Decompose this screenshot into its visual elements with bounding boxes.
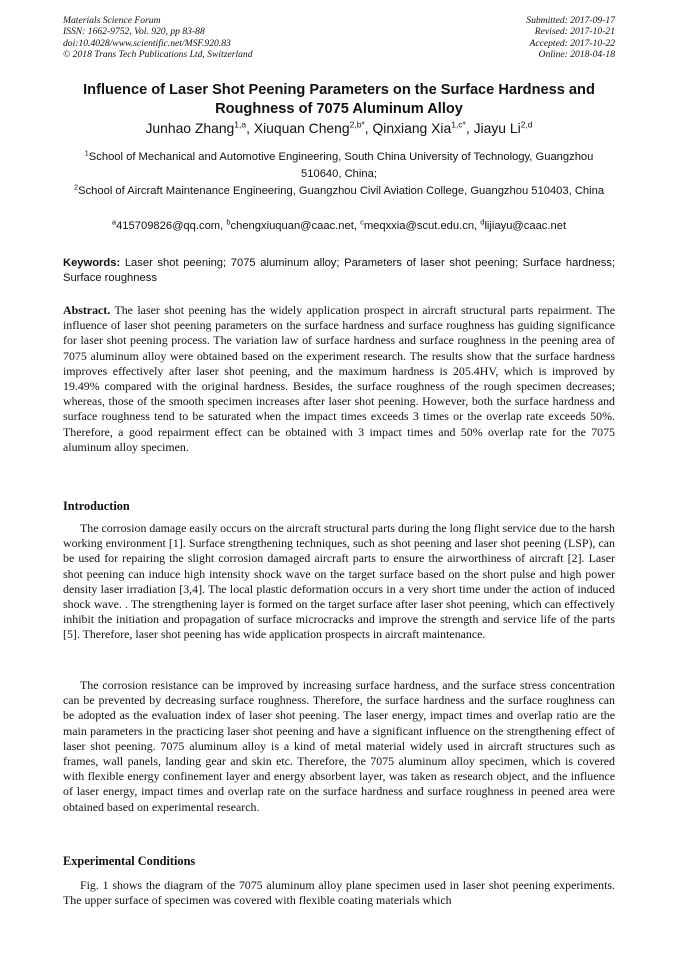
paper-title: Influence of Laser Shot Peening Parameters on the Surface Hardness and Roughness of 7075 Aluminum Alloy: [83, 82, 595, 117]
publication-dates: [526, 15, 615, 61]
journal-copyright: © 2018 Trans Tech Publications Ltd, Switzerland: [63, 49, 253, 61]
email-superscript: a: [111, 217, 117, 227]
journal-doi: doi:10.4028/www.scientific.net/MSF.920.83: [63, 37, 231, 49]
journal-issn: ISSN: 1662-9752, Vol. 920, pp 83-88: [63, 26, 205, 38]
email-superscript: c: [360, 217, 364, 227]
keywords-label: Keywords:: [63, 257, 121, 269]
affiliation-2: [63, 183, 615, 200]
section-heading-experimental: Experimental Conditions: [63, 854, 196, 868]
affiliation-superscript: 1: [84, 148, 89, 158]
author-superscript: 2,d: [520, 119, 533, 130]
email-address[interactable]: 415709826@qq.com: [116, 220, 221, 232]
introduction-paragraph-1: The corrosion damage easily occurs on the aircraft structural parts during the long flight service due to the harsh working environment [1]. Surface strengthening techniques, such as shot peening and laser shot peening (LSP), can be used for repairing the slight corrosion damaged aircraft parts to ensure the airworthiness of aircraft [2]. Laser shot peening can induce high intensity shock wave on the target surface based on the short pulse and high power density laser irradiation [3,4]. The local plastic deformation occurs in a very short time under the action of induced shock wave. . The strengthening layer is formed on the target surface after laser shot peening, which can effectively inhibit the initiation and propagation of surface microcracks and improve the strength and service life of the parts [5]. Therefore, laser shot peening has wide application prospects in aircraft maintenance.: [63, 521, 615, 642]
date-online: Online: 2018-04-18: [538, 49, 615, 61]
email-superscript: d: [480, 217, 485, 227]
email-address[interactable]: meqxxia@scut.edu.cn: [363, 220, 475, 232]
author-name: Jiayu Li: [473, 120, 521, 136]
affiliation-superscript: 2: [73, 182, 79, 192]
affiliation-text: School of Aircraft Maintenance Engineering, Guangzhou Civil Aviation College, Guangzhou 510403, China: [78, 185, 605, 197]
author-superscript: 1,a: [234, 119, 247, 130]
affiliation-text: School of Mechanical and Automotive Engineering, South China University of Technology, Guangzhou 510640, China;: [88, 151, 594, 180]
abstract-text: The laser shot peening has the widely application prospect in aircraft structural parts repairment. The influence of laser shot peening parameters on the surface hardness and surface roughness has guiding significance for laser shot peening process. The variation law of surface hardness and surface roughness in the peening area of 7075 aluminum alloy were obtained based on the experiment research. The results show that the surface hardness improves effectively after laser shot peening, and the maximum hardness is 205.4HV, which is improved by 19.49% compared with the original hardness. Besides, the surface roughness of the rough specimen decreases; whereas, those of the smooth specimen increases after laser shot peening. However, both the surface hardness and surface roughness tend to be saturated when the impact times exceeds 3 times or the overlap rate exceeds 50%. Therefore, a good repairment effect can be obtained with 3 impact times and 50% overlap rate for the 7075 aluminum alloy specimen.: [63, 303, 615, 454]
email-superscript: b: [226, 217, 231, 227]
section-heading-introduction: Introduction: [63, 499, 130, 513]
author-superscript: 2,b*: [349, 119, 365, 130]
author-list: Junhao Zhang$^{1,a}$, Xiuquan Cheng$^{2,b*}$, Qinxiang Xia$^{1,c*}$, Jiayu Li$^{2,d}$: [145, 119, 533, 136]
abstract-label: Abstract.: [63, 303, 111, 317]
author-emails: $^a$415709826@qq.com, $^b$chengxiuquan@caac.net, $^c$meqxxia@scut.edu.cn, $^d$lijiayu@caac.net: [111, 217, 567, 232]
keywords: [63, 256, 615, 286]
keywords-text: Laser shot peening; 7075 aluminum alloy; Parameters of laser shot peening; Surface hardness; Surface roughness: [63, 257, 615, 284]
journal-name: Materials Science Forum: [63, 15, 161, 26]
affiliation-1: [63, 149, 615, 182]
author-name: Xiuquan Cheng: [253, 120, 350, 136]
email-address[interactable]: lijiayu@caac.net: [484, 220, 567, 232]
introduction-paragraph-2: The corrosion resistance can be improved by increasing surface hardness, and the surface stress concentration can be prevented by decreasing surface roughness. Therefore, the surface hardness and the surface roughness can be adopted as the evaluation index of laser shot peening. The laser energy, impact times and overlap ratio are the main parameters in the practicing laser shot peening and have a significant influence on the strengthening effect of laser shot peening. 7075 aluminum alloy is a kind of metal material widely used in aircraft structures such as frames, wall panels, landing gear and skin etc. Therefore, the 7075 aluminum alloy specimen, which is covered with flexible energy confinement layer and energy absorbent layer, was taken as research object, and the influence of laser energy, impact times and overlap rate on the surface hardness and surface roughness in peened area were obtained based on experimental research.: [63, 678, 615, 814]
author-superscript: 1,c*: [451, 119, 466, 130]
author-name: Junhao Zhang: [145, 120, 235, 136]
date-submitted: Submitted: 2017-09-17: [526, 15, 615, 26]
email-address[interactable]: chengxiuquan@caac.net: [230, 220, 354, 232]
abstract: [63, 303, 615, 455]
date-revised: Revised: 2017-10-21: [534, 26, 615, 38]
experimental-paragraph: Fig. 1 shows the diagram of the 7075 aluminum alloy plane specimen used in laser shot peening experiments. The upper surface of specimen was covered with flexible coating materials which: [63, 878, 615, 908]
author-name: Qinxiang Xia: [372, 120, 452, 136]
journal-info: [63, 15, 253, 61]
date-accepted: Accepted: 2017-10-22: [529, 37, 615, 49]
